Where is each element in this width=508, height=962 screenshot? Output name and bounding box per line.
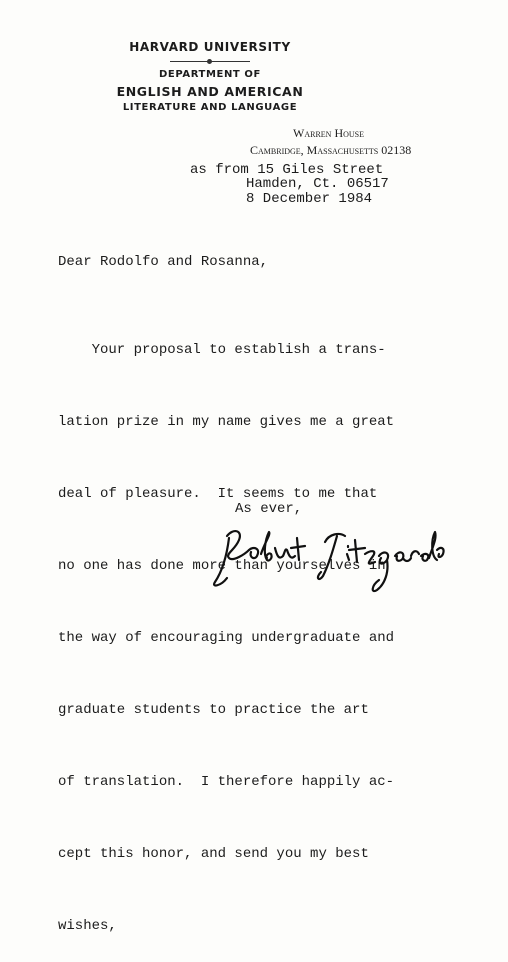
return-address-line1: as from 15 Giles Street bbox=[190, 162, 384, 178]
letterhead-house: Warren House bbox=[293, 126, 364, 140]
body-line: deal of pleasure. It seems to me that bbox=[58, 486, 378, 502]
handwritten-signature bbox=[205, 520, 455, 595]
body-line: wishes, bbox=[58, 918, 117, 934]
body-line: lation prize in my name gives me a great bbox=[58, 414, 395, 430]
body-line: the way of encouraging undergraduate and bbox=[58, 630, 395, 646]
salutation: Dear Rodolfo and Rosanna, bbox=[58, 254, 269, 270]
return-address-line2: Hamden, Ct. 06517 bbox=[246, 176, 389, 192]
body-line: graduate students to practice the art bbox=[58, 702, 369, 718]
letter-date: 8 December 1984 bbox=[246, 191, 373, 207]
letterhead-city: Cambridge, Massachusetts 02138 bbox=[250, 143, 412, 157]
department-of-label: DEPARTMENT OF bbox=[159, 69, 261, 80]
body-line: of translation. I therefore happily ac- bbox=[58, 774, 395, 790]
department-name: ENGLISH AND AMERICAN bbox=[116, 84, 304, 99]
letter-body bbox=[58, 290, 394, 962]
closing: As ever, bbox=[235, 501, 303, 517]
body-line: cept this honor, and send you my best bbox=[58, 846, 369, 862]
department-subtitle: LITERATURE AND LANGUAGE bbox=[122, 102, 298, 113]
body-line: Your proposal to establish a trans- bbox=[58, 342, 386, 358]
ornament-divider bbox=[170, 61, 250, 62]
body-line: no one has done more than yourselves in bbox=[58, 558, 386, 574]
university-name: HARVARD UNIVERSITY bbox=[129, 40, 291, 54]
